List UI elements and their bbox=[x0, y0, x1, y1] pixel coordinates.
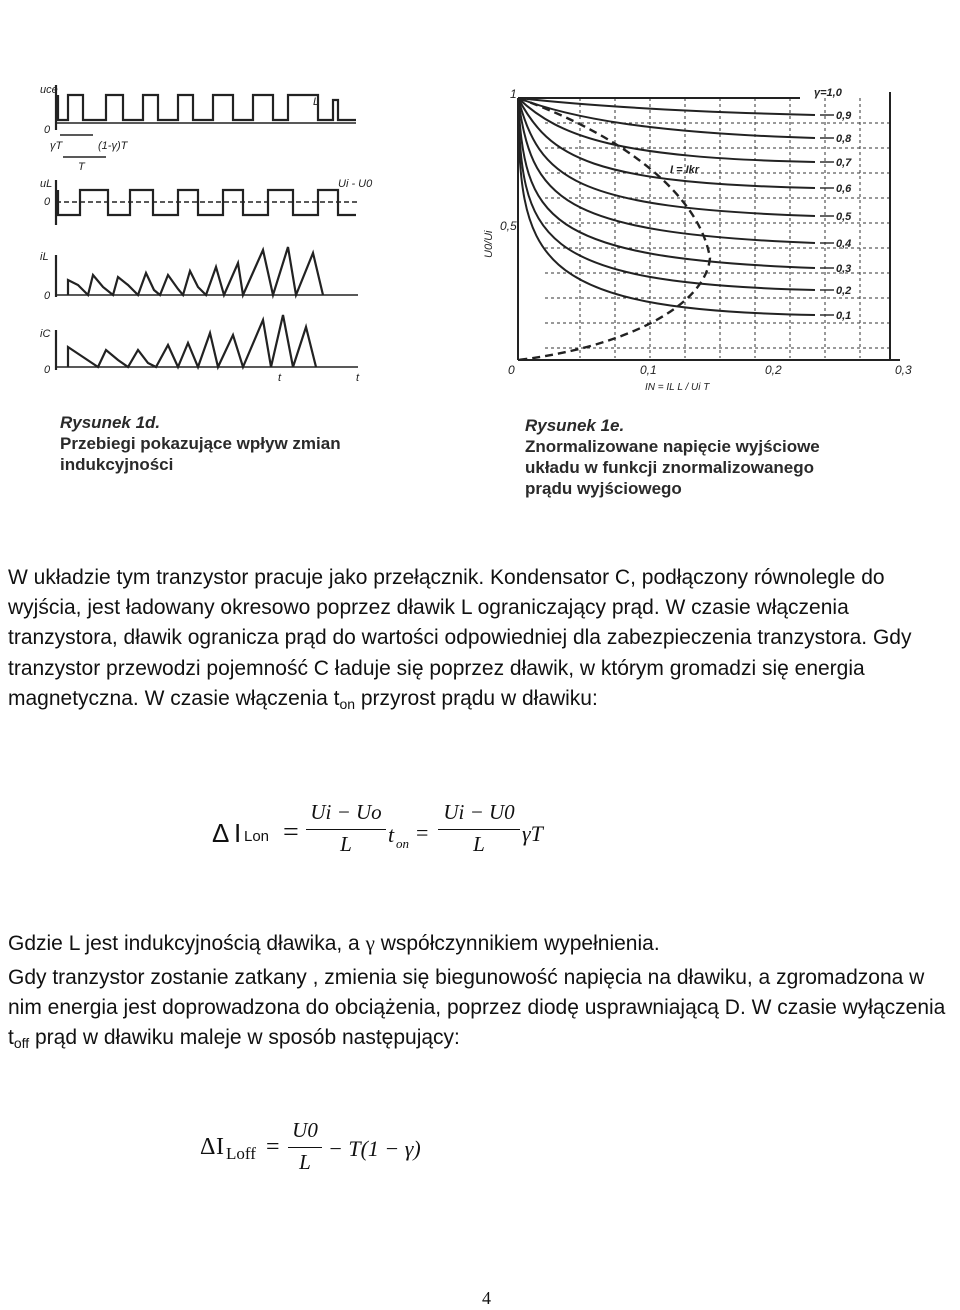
eq1-numerator-1: Ui − Uo bbox=[310, 800, 382, 824]
gamma-label-0-8: 0,8 bbox=[836, 133, 852, 145]
x-tick-0-2: 0,2 bbox=[765, 363, 782, 377]
boundary-label: I = Ikr bbox=[670, 164, 700, 176]
x-tick-0-1: 0,1 bbox=[640, 363, 657, 377]
gamma-label-0-4: 0,4 bbox=[836, 238, 852, 250]
figure-1e-caption-line1: Znormalizowane napięcie wyjściowe bbox=[525, 437, 820, 456]
figure-1d-title: Rysunek 1d. bbox=[60, 413, 161, 432]
eq1-equals-2: = bbox=[416, 820, 429, 845]
uce-waveform bbox=[58, 95, 356, 120]
ic-waveform bbox=[68, 315, 316, 367]
uce-label: uce bbox=[40, 84, 58, 96]
paragraph-1 bbox=[8, 563, 953, 714]
l-label: L bbox=[313, 96, 320, 108]
figure-1e-caption-line2: układu w funkcji znormalizowanego bbox=[525, 458, 815, 477]
t-off-subscript: off bbox=[13, 1035, 30, 1052]
y-axis-label: U0/Ui bbox=[483, 230, 495, 258]
ui-u0-label: Ui - U0 bbox=[338, 178, 373, 190]
ic-zero-label: 0 bbox=[44, 364, 51, 376]
ul-zero-label: 0 bbox=[44, 196, 51, 208]
eq2-lhs-subscript: Loff bbox=[226, 1144, 256, 1163]
period-label: T bbox=[78, 161, 85, 173]
paragraph-3 bbox=[8, 963, 953, 1054]
x-axis-label: IN = IL L / Ui T bbox=[645, 382, 710, 393]
figure-1e-chart bbox=[470, 78, 950, 398]
paragraph-3-tail: prąd w dławiku maleje w sposób następujący: bbox=[29, 1026, 460, 1050]
il-label: iL bbox=[40, 251, 49, 263]
figure-1e-caption bbox=[525, 415, 820, 499]
eq1-denominator-1: L bbox=[340, 832, 352, 856]
figure-1d-caption-line1: Przebiegi pokazujące wpływ zmian bbox=[60, 434, 341, 453]
eq1-gamma-t: γT bbox=[522, 821, 543, 846]
on-time-label: γT bbox=[50, 140, 63, 152]
page-number: 4 bbox=[482, 1288, 491, 1308]
il-waveform bbox=[68, 247, 323, 295]
equation-delta-i-lon bbox=[210, 800, 570, 880]
figure-1d-caption bbox=[60, 412, 341, 475]
y-tick-1: 1 bbox=[510, 87, 517, 101]
time-label-2: t bbox=[356, 372, 360, 384]
gamma-label-1-0: γ=1,0 bbox=[814, 87, 842, 99]
off-time-label: (1-γ)T bbox=[98, 140, 128, 152]
gamma-label-0-7: 0,7 bbox=[836, 157, 852, 169]
equation-delta-i-loff bbox=[200, 1118, 460, 1188]
figure-1e-svg bbox=[470, 78, 950, 398]
paragraph-2 bbox=[8, 928, 953, 959]
gamma-label-0-5: 0,5 bbox=[836, 211, 852, 223]
curve-gamma-0-2 bbox=[518, 98, 815, 290]
gamma-symbol: γ bbox=[365, 931, 375, 955]
figure-1d-caption-line2: indukcyjności bbox=[60, 455, 174, 474]
paragraph-1-tail: przyrost prądu w dławiku: bbox=[355, 686, 598, 710]
eq1-lhs-i: I bbox=[234, 818, 242, 848]
gamma-label-0-1: 0,1 bbox=[836, 310, 852, 322]
t-on-subscript: on bbox=[339, 695, 356, 712]
curve-gamma-0-7 bbox=[518, 98, 815, 162]
eq2-tail: − T(1 − γ) bbox=[328, 1136, 421, 1161]
figure-1d-svg bbox=[38, 75, 378, 385]
gamma-label-0-6: 0,6 bbox=[836, 183, 852, 195]
eq1-equals: = bbox=[283, 817, 299, 848]
delta-symbol-2: Δ bbox=[200, 1134, 216, 1160]
curve-gamma-0-8 bbox=[518, 98, 815, 138]
paragraph-3-text: Gdy tranzystor zostanie zatkany , zmienia się biegunowość napięcia na dławiku, a zgromadzona w nim energia jest doprowadzona do obciążenia, poprzez diodę usprawniającą D. W czasie wyłączenia t bbox=[8, 966, 946, 1050]
ul-label: uL bbox=[40, 178, 53, 190]
figure-1e-caption-line3: prądu wyjściowego bbox=[525, 479, 682, 498]
gamma-label-0-9: 0,9 bbox=[836, 110, 852, 122]
y-tick-0-5: 0,5 bbox=[500, 219, 517, 233]
delta-symbol: Δ bbox=[212, 818, 230, 848]
ul-waveform bbox=[58, 190, 356, 215]
uce-zero-label: 0 bbox=[44, 124, 51, 136]
paragraph-2-text: Gdzie L jest indukcyjnością dławika, a bbox=[8, 932, 366, 955]
gamma-label-0-3: 0,3 bbox=[836, 263, 852, 275]
time-label-1: t bbox=[278, 372, 282, 384]
eq1-lhs-subscript: Lon bbox=[244, 828, 270, 845]
eq1-denominator-2: L bbox=[473, 832, 485, 856]
figure-1e-title: Rysunek 1e. bbox=[525, 416, 625, 435]
figure-1d-waveforms bbox=[38, 75, 378, 385]
paragraph-1-text: W układzie tym tranzystor pracuje jako przełącznik. Kondensator C, podłączony równolegle do wyjścia, jest ładowany okresowo poprzez dławik L ograniczający prąd. W czasie włączenia tranzystora, dławik ogranicza prąd do wartości odpowiedniej dla zabezpieczenia tranzystora. Gdy tranzystor przewodzi pojemność C ładuje się poprzez dławik, w którym gromadzi się energia magnetyczna. W czasie włączenia t bbox=[8, 566, 912, 710]
eq2-numerator: U0 bbox=[292, 1118, 318, 1142]
x-tick-0-3: 0,3 bbox=[895, 363, 912, 377]
eq2-lhs-i: I bbox=[216, 1134, 224, 1160]
eq2-fraction bbox=[288, 1118, 322, 1175]
eq2-equals: = bbox=[266, 1134, 280, 1160]
eq1-t: t bbox=[388, 822, 395, 847]
il-zero-label: 0 bbox=[44, 290, 51, 302]
eq1-numerator-2: Ui − U0 bbox=[443, 800, 515, 824]
eq2-denominator: L bbox=[299, 1150, 311, 1174]
paragraph-2-tail: współczynnikiem wypełnienia. bbox=[374, 932, 660, 955]
ic-label: iC bbox=[40, 328, 51, 340]
curve-gamma-0-1 bbox=[518, 98, 815, 315]
gamma-label-0-2: 0,2 bbox=[836, 285, 852, 297]
eq1-t-subscript: on bbox=[396, 836, 409, 851]
eq1-fraction-2 bbox=[438, 800, 520, 857]
y-tick-0: 0 bbox=[508, 363, 515, 377]
eq1-fraction-1 bbox=[306, 800, 386, 857]
